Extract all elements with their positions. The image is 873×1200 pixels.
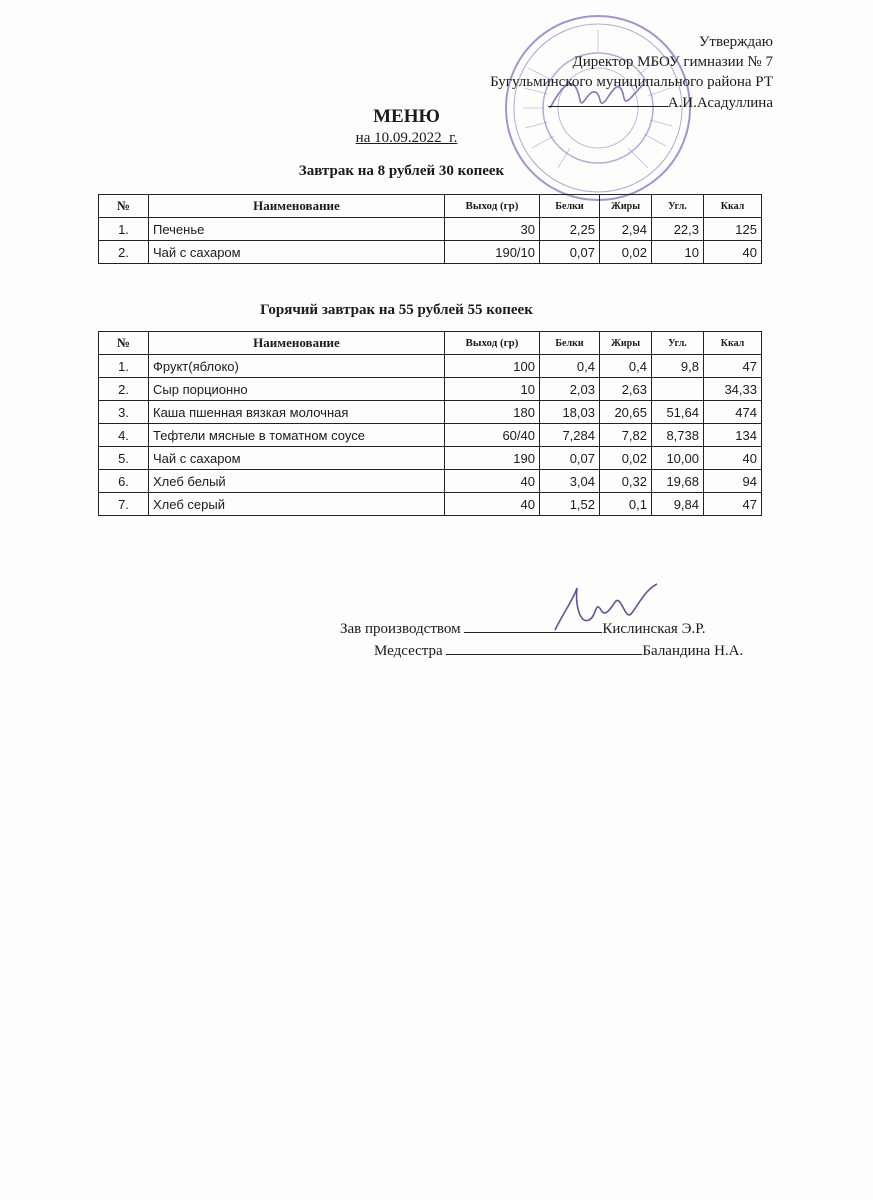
cell-kcal: 134: [704, 424, 762, 447]
cell-kcal: 40: [704, 447, 762, 470]
table-row: [99, 424, 762, 447]
approval-line-1: Утверждаю: [698, 34, 773, 50]
breakfast-title: Завтрак на 8 рублей 30 копеек: [298, 163, 505, 179]
table-row: [99, 355, 762, 378]
cell-protein: 2,03: [540, 378, 600, 401]
cell-weight: 190: [445, 447, 540, 470]
cell-name: Чай с сахаром: [149, 241, 445, 264]
cell-number: 6.: [99, 470, 149, 493]
cell-carbs: 19,68: [652, 470, 704, 493]
col-protein: Белки: [540, 332, 600, 355]
cell-weight: 10: [445, 378, 540, 401]
approval-line-2: Директор МБОУ гимназии № 7: [572, 54, 773, 70]
cell-protein: 0,07: [540, 447, 600, 470]
cell-name: Чай с сахаром: [149, 447, 445, 470]
production-label: Зав производством: [340, 621, 461, 637]
approval-line-3: Бугульминского муниципального района РТ: [490, 74, 773, 90]
table-row: [99, 470, 762, 493]
col-carbs: Угл.: [652, 332, 704, 355]
signatures-block: [340, 618, 743, 662]
cell-name: Хлеб белый: [149, 470, 445, 493]
cell-name: Фрукт(яблоко): [149, 355, 445, 378]
cell-fat: 0,32: [600, 470, 652, 493]
cell-name: Каша пшенная вязкая молочная: [149, 401, 445, 424]
production-signature-line: [340, 618, 743, 640]
cell-weight: 190/10: [445, 241, 540, 264]
cell-number: 3.: [99, 401, 149, 424]
col-weight: Выход (гр): [445, 195, 540, 218]
nurse-label: Медсестра: [374, 643, 443, 659]
col-number: №: [99, 195, 149, 218]
cell-fat: 0,1: [600, 493, 652, 516]
cell-carbs: 8,738: [652, 424, 704, 447]
cell-fat: 2,94: [600, 218, 652, 241]
col-carbs: Угл.: [652, 195, 704, 218]
cell-number: 5.: [99, 447, 149, 470]
breakfast-table: [98, 194, 762, 264]
col-weight: Выход (гр): [445, 332, 540, 355]
cell-weight: 180: [445, 401, 540, 424]
cell-carbs: 51,64: [652, 401, 704, 424]
col-kcal: Ккал: [704, 195, 762, 218]
production-name: Кислинская Э.Р.: [602, 621, 706, 637]
col-name: Наименование: [149, 332, 445, 355]
menu-date: на 10.09.2022_г.: [355, 130, 458, 146]
hot-breakfast-title: Горячий завтрак на 55 рублей 55 копеек: [260, 302, 533, 318]
cell-carbs: 10: [652, 241, 704, 264]
col-fat: Жиры: [600, 195, 652, 218]
table-row: [99, 447, 762, 470]
col-number: №: [99, 332, 149, 355]
cell-protein: 18,03: [540, 401, 600, 424]
table-row: [99, 218, 762, 241]
menu-title: МЕНЮ: [373, 106, 440, 127]
cell-carbs: 9,8: [652, 355, 704, 378]
cell-protein: 7,284: [540, 424, 600, 447]
table-row: [99, 401, 762, 424]
cell-carbs: [652, 378, 704, 401]
cell-kcal: 40: [704, 241, 762, 264]
table-header-row: [99, 332, 762, 355]
table-row: [99, 493, 762, 516]
cell-name: Печенье: [149, 218, 445, 241]
cell-fat: 0,02: [600, 241, 652, 264]
cell-kcal: 125: [704, 218, 762, 241]
cell-kcal: 47: [704, 355, 762, 378]
cell-number: 2.: [99, 241, 149, 264]
cell-fat: 7,82: [600, 424, 652, 447]
cell-weight: 100: [445, 355, 540, 378]
cell-name: Хлеб серый: [149, 493, 445, 516]
table-header-row: [99, 195, 762, 218]
cell-kcal: 474: [704, 401, 762, 424]
cell-weight: 40: [445, 493, 540, 516]
cell-protein: 1,52: [540, 493, 600, 516]
table-row: [99, 378, 762, 401]
col-name: Наименование: [149, 195, 445, 218]
cell-fat: 0,02: [600, 447, 652, 470]
cell-name: Тефтели мясные в томатном соусе: [149, 424, 445, 447]
cell-carbs: 22,3: [652, 218, 704, 241]
col-kcal: Ккал: [704, 332, 762, 355]
nurse-signature-line: [340, 640, 743, 662]
cell-number: 1.: [99, 218, 149, 241]
cell-kcal: 94: [704, 470, 762, 493]
cell-fat: 0,4: [600, 355, 652, 378]
cell-weight: 60/40: [445, 424, 540, 447]
cell-number: 7.: [99, 493, 149, 516]
cell-name: Сыр порционно: [149, 378, 445, 401]
table-row: [99, 241, 762, 264]
cell-kcal: 47: [704, 493, 762, 516]
cell-weight: 40: [445, 470, 540, 493]
cell-fat: 2,63: [600, 378, 652, 401]
col-protein: Белки: [540, 195, 600, 218]
cell-number: 4.: [99, 424, 149, 447]
cell-carbs: 10,00: [652, 447, 704, 470]
cell-kcal: 34,33: [704, 378, 762, 401]
cell-carbs: 9,84: [652, 493, 704, 516]
col-fat: Жиры: [600, 332, 652, 355]
cell-protein: 0,07: [540, 241, 600, 264]
cell-weight: 30: [445, 218, 540, 241]
cell-protein: 2,25: [540, 218, 600, 241]
approval-block: [490, 32, 773, 113]
cell-protein: 3,04: [540, 470, 600, 493]
cell-number: 2.: [99, 378, 149, 401]
cell-number: 1.: [99, 355, 149, 378]
director-name: А.И.Асадуллина: [667, 95, 773, 111]
cell-fat: 20,65: [600, 401, 652, 424]
cell-protein: 0,4: [540, 355, 600, 378]
hot-breakfast-table: [98, 331, 762, 516]
nurse-name: Баландина Н.А.: [642, 643, 744, 659]
